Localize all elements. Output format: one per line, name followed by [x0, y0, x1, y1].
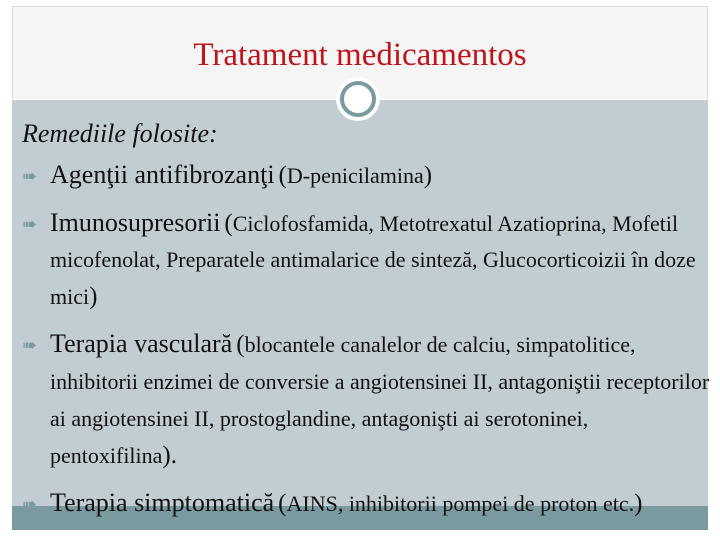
open-paren: ( — [278, 162, 287, 189]
item-detail: Ciclofosfamida, Metotrexatul Azatioprina, Mofetil micofenolat, Preparatele antimalarice de sinteză, Glucocorticoizii în doze mici — [50, 211, 696, 309]
subtitle: Remediile folosite: — [22, 119, 218, 148]
list-item — [22, 206, 710, 317]
item-period: . — [170, 442, 177, 469]
list-item — [22, 327, 714, 476]
item-lead: Imunosupresorii — [50, 208, 221, 237]
item-detail: D-penicilamina — [286, 163, 424, 188]
close-paren: ) — [89, 283, 98, 310]
item-detail: AINS, inhibitorii pompei de proton etc. — [286, 491, 635, 516]
curl-bullet-icon: ➠ — [22, 166, 38, 186]
close-paren: ) — [634, 490, 643, 517]
item-lead: Agenţii antifibrozanţi — [50, 160, 275, 189]
slide-title: Tratament medicamentos — [193, 37, 527, 73]
curl-bullet-icon: ➠ — [22, 335, 38, 355]
curl-bullet-icon: ➠ — [22, 214, 38, 234]
circle-ornament-icon — [340, 81, 376, 117]
item-lead: Terapia vasculară — [50, 329, 233, 358]
item-detail: blocantele canalelor de calciu, simpatolitice, inhibitorii enzimei de conversie a angiotensinei II, antagoniştii receptorilor ai angiotensinei II, prostoglandine, antagonişti ai serotoninei, pentoxifilina — [50, 332, 710, 468]
list-item — [22, 158, 690, 196]
open-paren: ( — [236, 331, 245, 358]
close-paren: ) — [423, 162, 433, 189]
open-paren: ( — [278, 490, 287, 517]
item-lead: Terapia simptomatică — [50, 488, 275, 517]
open-paren: ( — [224, 210, 233, 237]
slide-content — [22, 118, 710, 534]
list-item — [22, 486, 690, 524]
curl-bullet-icon: ➠ — [22, 494, 38, 514]
close-paren: ) — [162, 442, 171, 469]
